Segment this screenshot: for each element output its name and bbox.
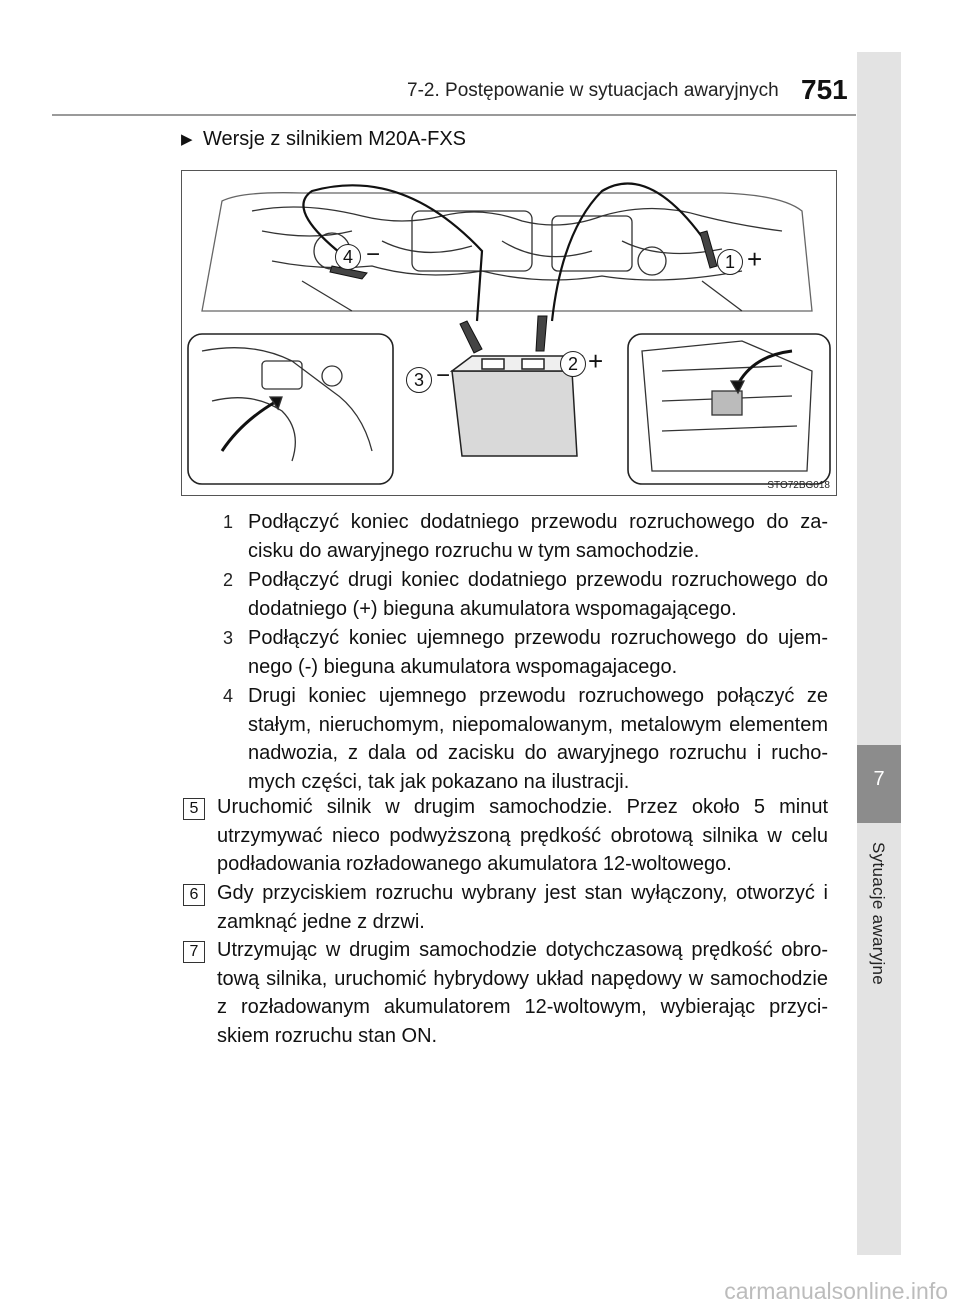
step-text: Gdy przyciskiem rozruchu wybrany jest stan wyłączony, otworzyć i zamknąć jedne z drzwi.: [217, 882, 828, 933]
substep-number: 3: [222, 628, 233, 648]
substep-text: Podłączyć koniec ujemnego przewodu rozruchowego do ujem-nego (-) bieguna akumulatora wspomagajacego.: [248, 627, 828, 678]
jump-terminal-inset: [628, 334, 830, 484]
substep-number: 4: [222, 686, 233, 706]
step-number: 5: [183, 798, 205, 820]
figure-code: STO72BG018: [767, 480, 830, 491]
callout-1-sign: +: [747, 244, 763, 274]
substep-text: Podłączyć koniec dodatniego przewodu rozruchowego do za-cisku do awaryjnego rozruchu w tym samochodzie.: [248, 511, 828, 562]
callout-2-sign: +: [588, 346, 604, 376]
page-number: 751: [801, 74, 848, 105]
header-divider: [52, 114, 856, 116]
callout-4: 4: [335, 244, 361, 270]
step-number: 6: [183, 884, 205, 906]
callout-2: 2: [560, 351, 586, 377]
step-text: Utrzymując w drugim samochodzie dotychczasową prędkość obro-tową silnika, uruchomić hybrydowy układ napędowy w samochodzie z rozładowanym akumulatorem 12-woltowym, wybierając przyci-skiem rozruchu stan ON.: [217, 939, 828, 1048]
jump-start-illustration: [181, 170, 837, 496]
substep-number: 1: [222, 512, 233, 532]
callout-3: 3: [406, 367, 432, 393]
callout-4-sign: −: [366, 241, 381, 268]
section-heading-text: Wersje z silnikiem M20A-FXS: [203, 128, 467, 150]
section-heading: [181, 128, 466, 151]
ground-point-inset: [188, 334, 393, 484]
substep-text: Podłączyć drugi koniec dodatniego przewodu rozruchowego do dodatniego (+) bieguna akumulatora wspomagającego.: [248, 569, 828, 620]
substep-text: Drugi koniec ujemnego przewodu rozruchowego połączyć ze stałym, nieruchomym, niepomalowanym, metalowym elementem nadwozia, z dala od zacisku do awaryjnego rozruchu i rucho-mych części, tak jak pokazano na ilustracji.: [248, 685, 828, 794]
step-text: Uruchomić silnik w drugim samochodzie. Przez około 5 minut utrzymywać nieco podwyższoną prędkość obrotową silnika w celu podładowania rozładowanego akumulatora 12-woltowego.: [217, 796, 828, 876]
callout-3-sign: −: [436, 362, 451, 389]
side-chapter-tab: [857, 52, 901, 1255]
header-title: 7-2. Postępowanie w sytuacjach awaryjnych: [407, 80, 779, 101]
chapter-name: Sytuacje awaryjne: [869, 842, 888, 986]
triangle-bullet-icon: ▶: [181, 131, 193, 148]
substep-number: 2: [222, 570, 233, 590]
watermark: carmanualsonline.info: [724, 1278, 948, 1304]
step-number: 7: [183, 941, 205, 963]
callout-1: 1: [717, 249, 743, 275]
chapter-number: 7: [873, 768, 885, 790]
engine-bay-drawing: [182, 171, 835, 494]
